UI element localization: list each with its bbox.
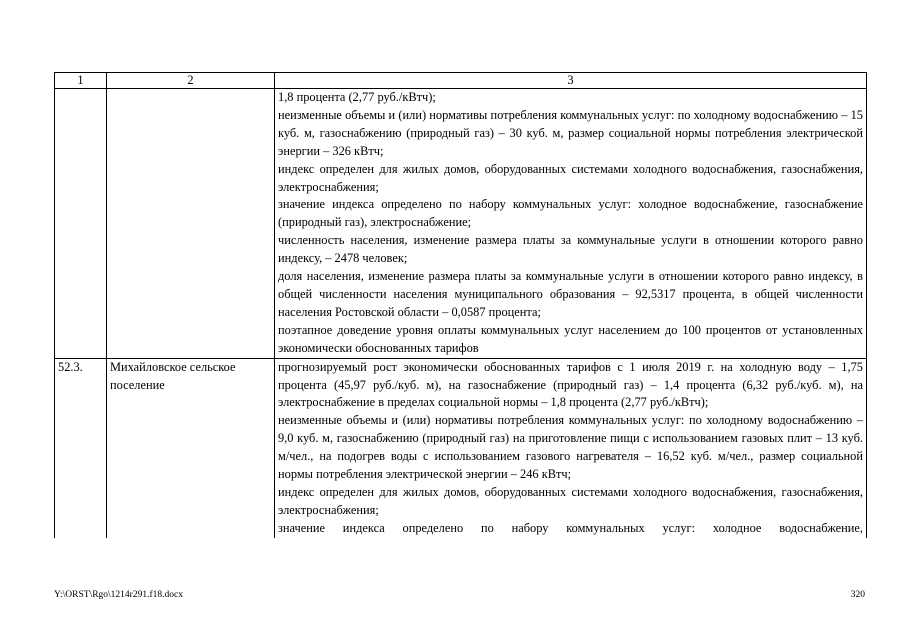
paragraph: неизменные объемы и (или) нормативы потребления коммунальных услуг: по холодному водоснабжению – 9,0 куб. м, газоснабжению (природный газ) на приготовление пищи с использованием газовых плит – 13 куб. м/чел., на подогрев воды с использованием газового нагревателя – 16,52 куб. м/чел., размер социальной нормы потребления электрической энергии – 246 кВтч;: [278, 413, 863, 482]
paragraph: доля населения, изменение размера платы за коммунальные услуги в отношении которого равно индексу, в общей численности населения муниципального образования – 92,5317 процента, в общей численности населения Ростовской области – 0,0587 процента;: [278, 269, 863, 319]
paragraph: численность населения, изменение размера платы за коммунальные услуги в отношении которого равно индексу, – 2478 человек;: [278, 233, 863, 266]
paragraph: значение индекса определено по набору коммунальных услуг: холодное водоснабжение,: [278, 520, 863, 535]
paragraph: индекс определен для жилых домов, оборудованных системами холодного водоснабжения, газоснабжения, электроснабжения;: [278, 484, 863, 517]
paragraph: 1,8 процента (2,77 руб./кВтч);: [278, 90, 436, 104]
footer-page-number: 320: [850, 590, 865, 600]
index-description: [275, 89, 867, 359]
row-number: 52.3.: [55, 358, 107, 538]
index-description: [275, 358, 867, 538]
table-header-row: [55, 73, 867, 89]
document-table: [54, 72, 867, 538]
paragraph: значение индекса определено по набору коммунальных услуг: холодное водоснабжение, газоснабжение (природный газ), электроснабжение;: [278, 197, 863, 230]
settlement-name: Михайловское сельское поселение: [107, 358, 275, 538]
paragraph: поэтапное доведение уровня оплаты коммунальных услуг населением до 100 процентов от установленных экономически обоснованных тарифов: [278, 322, 863, 355]
row-number: [55, 89, 107, 359]
paragraph: неизменные объемы и (или) нормативы потребления коммунальных услуг: по холодному водоснабжению – 15 куб. м, газоснабжению (природный газ) – 30 куб. м, размер социальной нормы потребления электрической энергии – 326 кВтч;: [278, 107, 863, 158]
header-cell-3: 3: [275, 73, 867, 89]
settlement-name: [107, 89, 275, 359]
paragraph: индекс определен для жилых домов, оборудованных системами холодного водоснабжения, газоснабжения, электроснабжения;: [278, 161, 863, 194]
header-cell-1: 1: [55, 73, 107, 89]
table-row: [55, 358, 867, 538]
footer-file-path: Y:\ORST\Rgo\1214r291.f18.docx: [54, 590, 183, 600]
paragraph: прогнозируемый рост экономически обоснованных тарифов с 1 июля 2019 г. на холодную воду – 1,75 процента (45,97 руб./куб. м), на газоснабжение (природный газ) – 1,4 процента (6,32 руб./куб. м), на электроснабжение в пределах социальной нормы – 1,8 процента (2,77 руб./кВтч);: [278, 359, 863, 410]
header-cell-2: 2: [107, 73, 275, 89]
table-row: [55, 89, 867, 359]
